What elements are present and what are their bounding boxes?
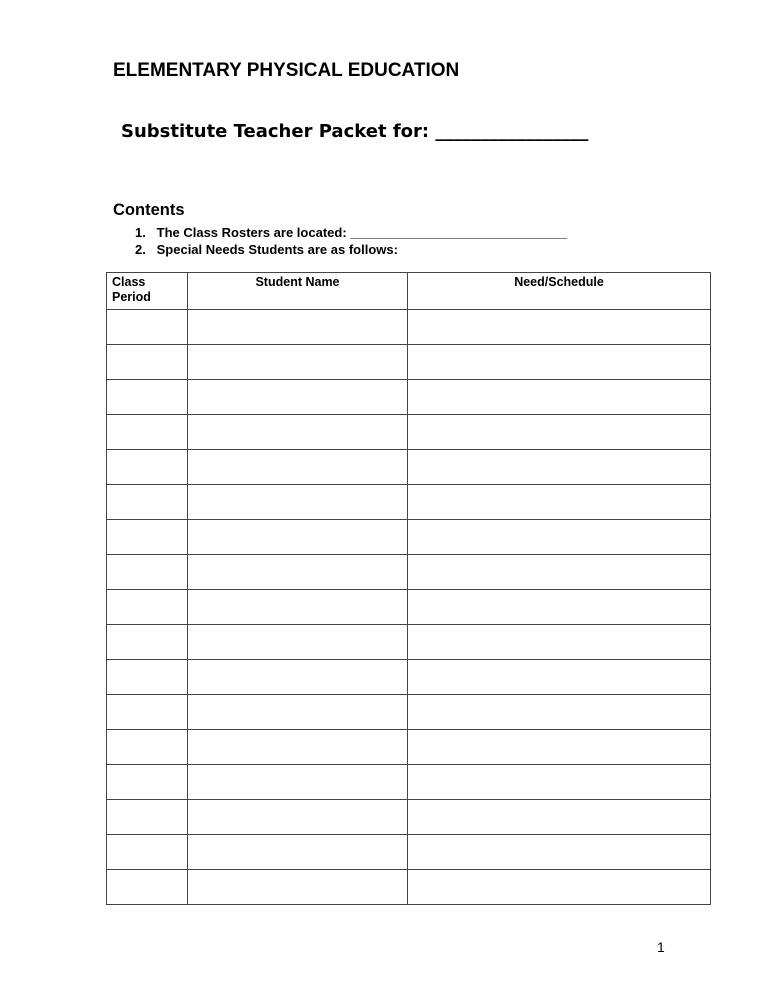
document-title: ELEMENTARY PHYSICAL EDUCATION xyxy=(113,60,460,81)
cell-student-name[interactable] xyxy=(188,310,408,345)
cell-need-schedule[interactable] xyxy=(408,485,711,520)
table-row xyxy=(107,730,711,765)
column-header-need-schedule: Need/Schedule xyxy=(408,273,711,310)
cell-class-period[interactable] xyxy=(107,765,188,800)
cell-student-name[interactable] xyxy=(188,800,408,835)
cell-student-name[interactable] xyxy=(188,625,408,660)
cell-class-period[interactable] xyxy=(107,310,188,345)
cell-class-period[interactable] xyxy=(107,625,188,660)
item-number: 1. xyxy=(135,225,146,240)
cell-need-schedule[interactable] xyxy=(408,870,711,905)
table-row xyxy=(107,485,711,520)
cell-class-period[interactable] xyxy=(107,660,188,695)
cell-student-name[interactable] xyxy=(188,345,408,380)
cell-class-period[interactable] xyxy=(107,555,188,590)
table-row xyxy=(107,835,711,870)
table-row xyxy=(107,660,711,695)
column-header-student-name: Student Name xyxy=(188,273,408,310)
cell-student-name[interactable] xyxy=(188,870,408,905)
table-row xyxy=(107,380,711,415)
cell-need-schedule[interactable] xyxy=(408,590,711,625)
page-number: 1 xyxy=(657,939,665,955)
cell-class-period[interactable] xyxy=(107,835,188,870)
table-row xyxy=(107,590,711,625)
table-row xyxy=(107,695,711,730)
cell-student-name[interactable] xyxy=(188,485,408,520)
cell-class-period[interactable] xyxy=(107,800,188,835)
table-row xyxy=(107,310,711,345)
column-header-class-period: Class Period xyxy=(107,273,188,310)
cell-student-name[interactable] xyxy=(188,765,408,800)
cell-need-schedule[interactable] xyxy=(408,380,711,415)
special-needs-table xyxy=(106,272,711,905)
cell-student-name[interactable] xyxy=(188,520,408,555)
cell-need-schedule[interactable] xyxy=(408,310,711,345)
cell-need-schedule[interactable] xyxy=(408,415,711,450)
cell-class-period[interactable] xyxy=(107,695,188,730)
cell-student-name[interactable] xyxy=(188,380,408,415)
cell-student-name[interactable] xyxy=(188,415,408,450)
table-row xyxy=(107,345,711,380)
table-row xyxy=(107,870,711,905)
cell-student-name[interactable] xyxy=(188,590,408,625)
contents-item-rosters xyxy=(135,224,567,241)
table-row xyxy=(107,625,711,660)
table-row xyxy=(107,555,711,590)
cell-student-name[interactable] xyxy=(188,555,408,590)
table-row xyxy=(107,415,711,450)
cell-class-period[interactable] xyxy=(107,590,188,625)
cell-need-schedule[interactable] xyxy=(408,450,711,485)
item-text: The Class Rosters are located: ______________________________ xyxy=(156,225,568,240)
cell-need-schedule[interactable] xyxy=(408,765,711,800)
cell-class-period[interactable] xyxy=(107,415,188,450)
item-text: Special Needs Students are as follows: xyxy=(156,242,398,257)
cell-class-period[interactable] xyxy=(107,870,188,905)
cell-need-schedule[interactable] xyxy=(408,730,711,765)
table-body xyxy=(107,310,711,905)
cell-student-name[interactable] xyxy=(188,695,408,730)
cell-class-period[interactable] xyxy=(107,520,188,555)
cell-student-name[interactable] xyxy=(188,450,408,485)
cell-student-name[interactable] xyxy=(188,660,408,695)
table-row xyxy=(107,765,711,800)
contents-list xyxy=(135,224,567,258)
item-number: 2. xyxy=(135,242,146,257)
cell-need-schedule[interactable] xyxy=(408,695,711,730)
table-row xyxy=(107,800,711,835)
table-row xyxy=(107,450,711,485)
cell-student-name[interactable] xyxy=(188,730,408,765)
cell-need-schedule[interactable] xyxy=(408,625,711,660)
cell-need-schedule[interactable] xyxy=(408,660,711,695)
packet-subtitle: Substitute Teacher Packet for: _________________ xyxy=(121,121,589,142)
cell-class-period[interactable] xyxy=(107,485,188,520)
cell-student-name[interactable] xyxy=(188,835,408,870)
cell-need-schedule[interactable] xyxy=(408,345,711,380)
cell-need-schedule[interactable] xyxy=(408,555,711,590)
cell-need-schedule[interactable] xyxy=(408,835,711,870)
contents-heading: Contents xyxy=(113,201,185,219)
cell-class-period[interactable] xyxy=(107,380,188,415)
table-header-row xyxy=(107,273,711,310)
contents-item-special-needs xyxy=(135,241,567,258)
table-row xyxy=(107,520,711,555)
cell-class-period[interactable] xyxy=(107,345,188,380)
cell-class-period[interactable] xyxy=(107,450,188,485)
cell-need-schedule[interactable] xyxy=(408,800,711,835)
cell-class-period[interactable] xyxy=(107,730,188,765)
cell-need-schedule[interactable] xyxy=(408,520,711,555)
